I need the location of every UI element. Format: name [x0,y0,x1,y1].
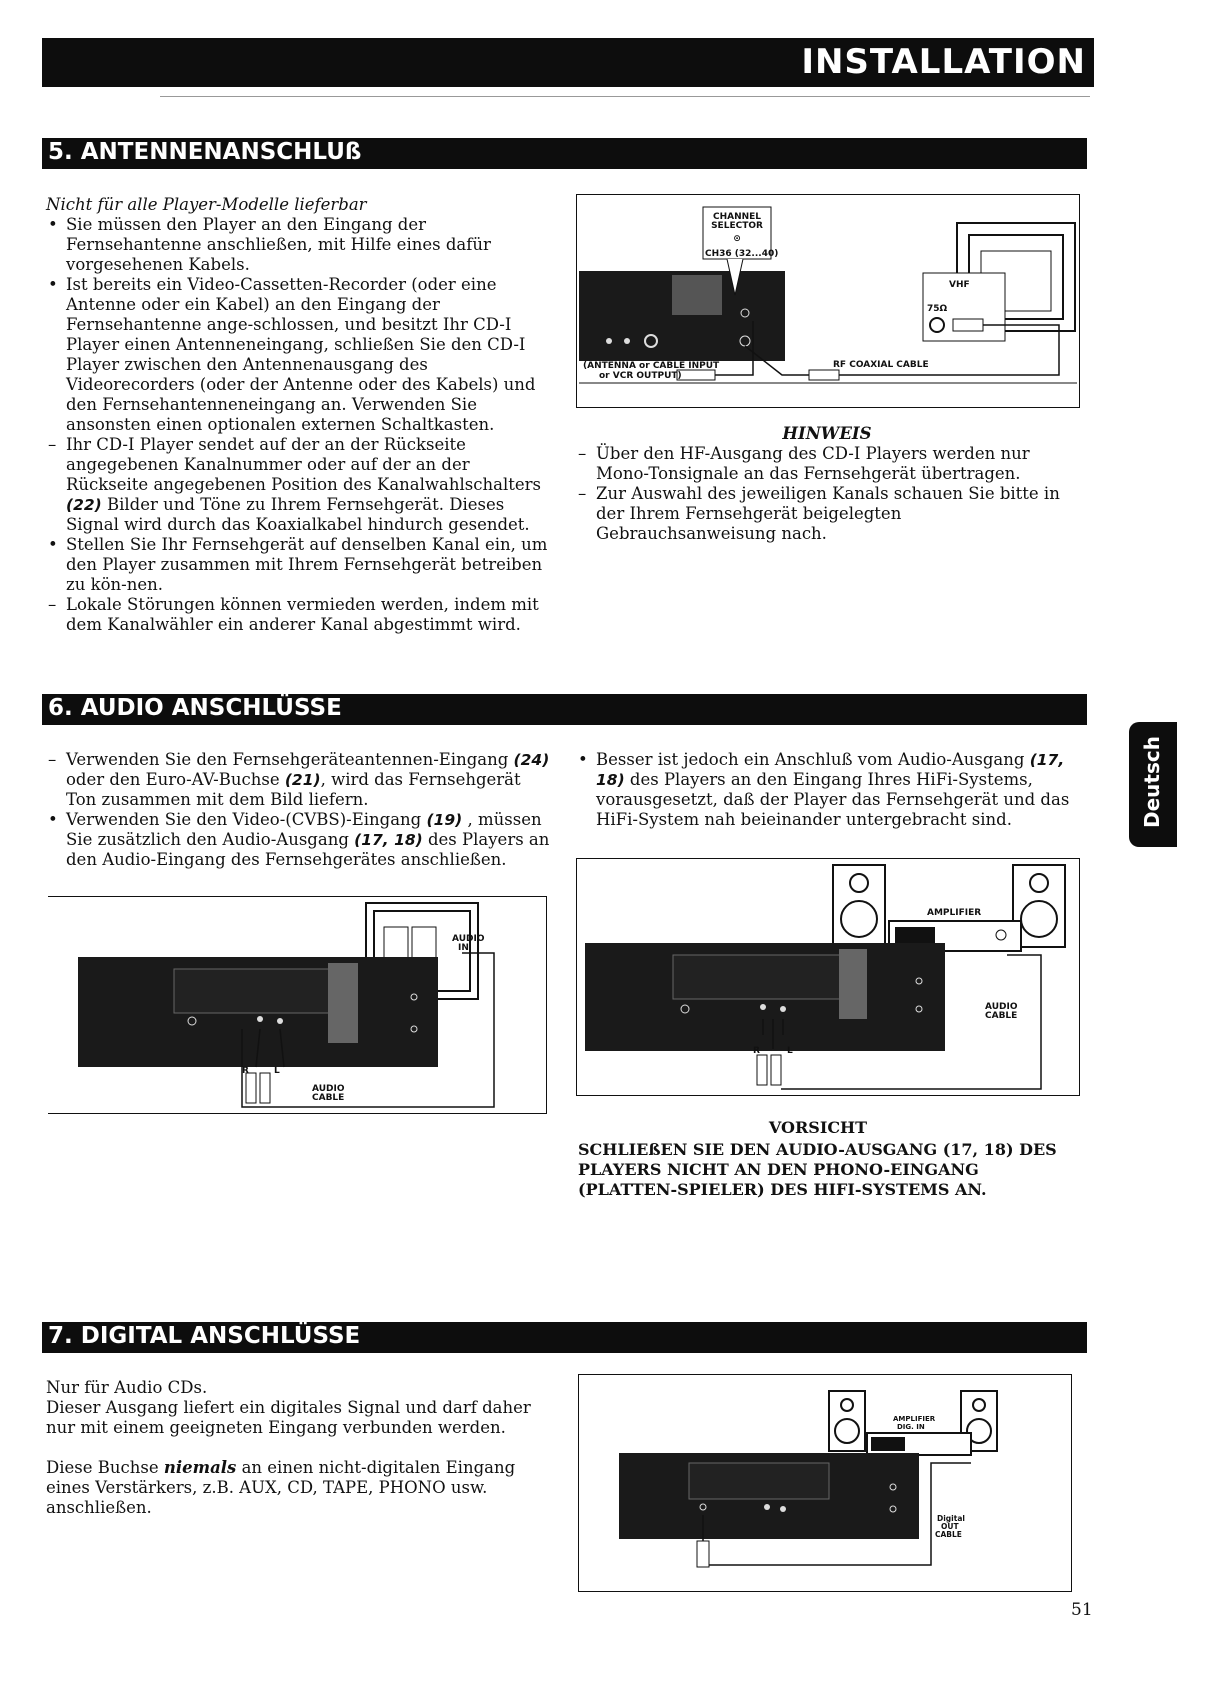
hinweis-note [576,424,1078,544]
list-item [46,810,552,870]
list-marker: • [48,275,58,294]
digital-line-3-emphasis: niemals [163,1458,237,1477]
player-vent [328,963,358,1043]
digital-out-label-2: OUT [941,1522,959,1531]
list-item [46,535,552,595]
rca-plug-l-icon [260,1073,270,1103]
digital-line-3-post: an einen nicht-digitalen Eingang eines Verstärkers, z.B. AUX, CD, TAPE, PHONO usw. anschließen. [46,1458,516,1517]
antenna-plug-icon [677,370,715,380]
reference-number: (19) [426,811,463,829]
list-marker: – [578,444,587,463]
rca-plug-l-icon [771,1055,781,1085]
section-5-title: 5. ANTENNENANSCHLUß [48,139,362,165]
list-marker: – [48,595,57,614]
vcr-output-label: or VCR OUTPUT) [599,371,682,381]
list-item-text: Über den HF-Ausgang des CD-I Players werden nur Mono-Tonsignale an das Fernsehgerät übertragen. [596,444,1030,483]
list-item-text: Lokale Störungen können vermieden werden, indem mit dem Kanalwähler ein anderer Kanal abgestimmt wird. [66,595,539,634]
digital-out-label-3: CABLE [935,1530,962,1539]
list-marker: • [48,535,58,554]
player-panel [673,955,843,999]
page-title: INSTALLATION [801,42,1086,82]
list-item [46,275,552,435]
antenna-diagram-svg [577,195,1079,407]
caution-box [578,1118,1058,1200]
list-item-text: oder den Euro-AV-Buchse [66,770,285,789]
list-item-text: Stellen Sie Ihr Fernsehgerät auf denselben Kanal ein, um den Player zusammen mit Ihrem Fernsehgerät betreiben zu kön-nen. [66,535,548,594]
jack-icon [780,1506,786,1512]
jack-icon [624,338,630,344]
list-item [46,750,552,810]
channel-range-label: CH36 (32...40) [705,249,779,259]
section-7-bar [42,1322,1087,1353]
amplifier-label: AMPLIFIER [927,908,982,918]
digital-diagram-svg [579,1375,1071,1591]
language-tab-label: Deutsch [1140,736,1164,828]
list-item-text: Besser ist jedoch ein Anschluß vom Audio-Ausgang [596,750,1030,769]
list-marker: • [48,215,58,234]
list-marker: • [48,810,58,829]
player-panel [174,969,334,1013]
list-item-text: Ihr CD-I Player sendet auf der an der Rückseite angegebenen Kanalnummer oder auf der an der Rückseite angegebenen Position des Kanalwahlschalters [66,435,541,494]
ohm-label: 75Ω [927,304,948,314]
audio-amplifier-diagram-svg [577,859,1079,1095]
note-list [576,444,1078,544]
audio-tv-diagram-svg [48,897,546,1113]
section-5-bar [42,138,1087,169]
rca-plug-r-icon [246,1073,256,1103]
caution-text: SCHLIEßEN SIE DEN AUDIO-AUSGANG (17, 18) DES PLAYERS NICHT AN DEN PHONO-EINGANG (PLATTEN-SPIELER) DES HIFI-SYSTEMS AN. [578,1140,1057,1199]
list-marker: • [578,750,588,769]
list-item-text: des Players an den Audio-Eingang des Fernsehgerätes anschließen. [66,830,550,869]
amplifier-display [871,1437,905,1451]
audio-list-right [576,750,1074,830]
section-6-bar [42,694,1087,725]
list-item [46,435,552,535]
rca-plug-r-icon [757,1055,767,1085]
rf-cable-label: RF COAXIAL CABLE [833,360,929,370]
audio-cable-label-1: AUDIO [985,1002,1018,1012]
jack-audio-l-icon [780,1006,786,1012]
audio-cable-label-1: AUDIO [312,1084,345,1094]
header-bar [42,38,1094,87]
language-tab [1129,722,1177,847]
speaker-left-icon [833,865,885,947]
rf-plug-icon [809,370,839,380]
dig-in-label: DIG. IN [897,1423,925,1431]
player-panel [689,1463,829,1499]
amplifier-label: AMPLIFIER [893,1415,936,1423]
r-label: R [242,1066,249,1076]
l-label: L [787,1046,793,1056]
list-item-text: , müssen Sie zusätzlich den Audio-Ausgang [66,810,542,849]
list-marker: – [48,750,57,769]
antenna-diagram [576,194,1080,408]
antenna-input-label: (ANTENNA or CABLE INPUT [583,361,720,371]
reference-number: (17, 18) [596,751,1065,789]
section-7-title: 7. DIGITAL ANSCHLÜSSE [48,1323,361,1349]
tv-antenna-jack-icon [930,318,944,332]
note-title: HINWEIS [782,424,872,443]
channel-selector-label-2: SELECTOR [711,221,763,231]
caution-title: VORSICHT [768,1118,868,1137]
r-label: R [753,1046,760,1056]
audio-cable-label-2: CABLE [312,1093,345,1103]
digital-out-label-1: Digital [937,1514,965,1523]
page-number: 51 [1071,1600,1093,1620]
list-item [46,215,552,275]
audio-text-left [46,750,552,870]
digital-diagram [578,1374,1072,1592]
player-vent [839,949,867,1019]
jack-audio-r-icon [257,1016,263,1022]
reference-number: (21) [284,771,321,789]
l-label: L [274,1066,280,1076]
list-item-text: , wird das Fernsehgerät Ton zusammen mit dem Bild liefern. [66,770,521,809]
channel-dial-icon: ⊙ [733,234,741,244]
jack-icon [606,338,612,344]
digital-text [46,1378,552,1518]
list-item [576,444,1078,484]
list-marker: – [48,435,57,454]
amplifier-display [895,927,935,945]
player-panel [672,275,722,315]
digital-line-3 [46,1458,552,1518]
section-6-title: 6. AUDIO ANSCHLÜSSE [48,695,342,721]
list-item-text: des Players an den Eingang Ihres HiFi-Systems, vorausgesetzt, daß der Player das Fernsehgerät und das HiFi-System nah beieinander untergebracht sind. [596,770,1070,829]
list-item-text: Zur Auswahl des jeweiligen Kanals schauen Sie bitte in der Ihrem Fernsehgerät beigelegten Gebrauchsanweisung nach. [596,484,1060,543]
audio-in-label-2: IN [458,943,469,953]
audio-cable-label-2: CABLE [985,1011,1018,1021]
list-item [46,595,552,635]
reference-number: (22) [66,496,102,514]
digital-line-1: Nur für Audio CDs. [46,1378,208,1397]
list-marker: – [578,484,587,503]
digital-line-2: Dieser Ausgang liefert ein digitales Signal und darf daher nur mit einem geeigneten Eingang verbunden werden. [46,1398,531,1437]
audio-tv-diagram [48,896,547,1114]
list-item [576,750,1074,830]
jack-audio-l-icon [277,1018,283,1024]
list-item [576,484,1078,544]
list-item-text: Sie müssen den Player an den Eingang der Fernsehantenne anschließen, mit Hilfe eines dafür vorgesehenen Kabels. [66,215,491,274]
jack-audio-r-icon [760,1004,766,1010]
audio-list-left [46,750,552,870]
list-item-text: Verwenden Sie den Fernsehgeräteantennen-Eingang [66,750,514,769]
reference-number: (17, 18) [354,831,423,849]
audio-text-right [576,750,1074,830]
list-item-text: Ist bereits ein Video-Cassetten-Recorder (oder eine Antenne oder ein Kabel) an den Eingang der Fernsehantenne ange-schlossen, und besitzt Ihr CD-I Player einen Antenneneingang, schließen Sie den CD-I Player zwischen den Antennenausgang des Videorecorders (oder der Antenne oder des Kabels) und den Fernsehantenneneingang an. Verwenden Sie ansonsten einen optionalen externen Schaltkasten. [66,275,536,434]
jack-icon [764,1504,770,1510]
header-rule [160,96,1090,97]
antenna-text [46,195,552,635]
audio-in-label-1: AUDIO [452,934,485,944]
list-item-text: Verwenden Sie den Video-(CVBS)-Eingang [66,810,427,829]
vhf-label: VHF [949,280,970,290]
antenna-intro: Nicht für alle Player-Modelle lieferbar [46,195,367,214]
reference-number: (24) [513,751,550,769]
antenna-list [46,215,552,635]
list-item-text: Bilder und Töne zu Ihrem Fernsehgerät. Dieses Signal wird durch das Koaxialkabel hindurch gesendet. [66,495,530,534]
digital-plug-icon [697,1541,709,1567]
audio-amplifier-diagram [576,858,1080,1096]
channel-selector-label-1: CHANNEL [712,212,762,222]
digital-line-3-pre: Diese Buchse [46,1458,164,1477]
coax-plug-icon [953,319,983,331]
